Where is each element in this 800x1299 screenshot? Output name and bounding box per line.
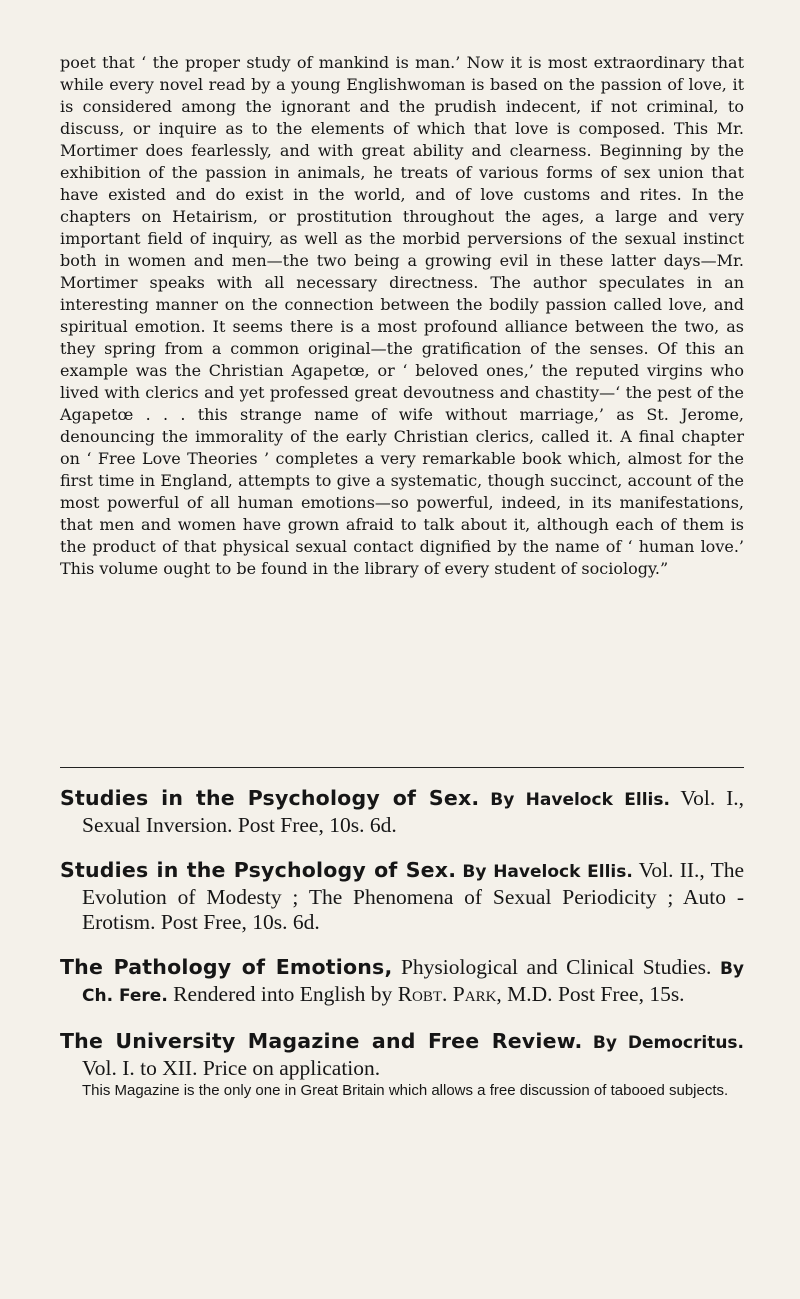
- ad-details: Physiological and Clinical Studies.: [400, 955, 712, 979]
- advertisement-list: [60, 786, 744, 1119]
- advertisement-item: [60, 858, 744, 935]
- ad-author: By Havelock Ellis.: [462, 862, 633, 882]
- advertisement-item: [60, 955, 744, 1009]
- ad-title: Studies in the Psychology of Sex.: [60, 858, 457, 882]
- ad-details: Rendered into English by: [173, 982, 393, 1006]
- ad-title: The Pathology of Emotions,: [60, 955, 393, 979]
- ad-author: By Ch. Fere.: [82, 959, 744, 1006]
- advertisement-item: [60, 786, 744, 838]
- ad-translator: Robt. Park, M.D.: [397, 982, 553, 1006]
- ad-author: By Havelock Ellis.: [490, 790, 670, 810]
- ad-details: Vol. II., The Evolution of Modesty ; The Phenomena of Sexual Periodicity ; Auto - Erotism. Post Free, 10s. 6d.: [82, 858, 745, 934]
- advertisement-item: [60, 1029, 744, 1099]
- ad-title: The University Magazine and Free Review.: [60, 1029, 583, 1053]
- ad-details: Vol. I., Sexual Inversion. Post Free, 10s. 6d.: [82, 786, 745, 837]
- ad-title: Studies in the Psychology of Sex.: [60, 786, 480, 810]
- ad-author: By Democritus.: [592, 1033, 745, 1053]
- ad-note: This Magazine is the only one in Great Britain which allows a free discussion of tabooed subjects.: [82, 1082, 729, 1099]
- review-paragraph: poet that ‘ the proper study of mankind is man.’ Now it is most extraordinary that while every novel read by a young Englishwoman is based on the passion of love, it is considered among the ignorant and the prudish indecent, if not criminal, to discuss, or inquire as to the elements of which that love is composed. This Mr. Mortimer does fearlessly, and with great ability and clearness. Beginning by the exhibition of the passion in animals, he treats of various forms of sex union that have existed and do exist in the world, and of love customs and rites. In the chapters on Hetairism, or prostitution throughout the ages, a large and very important field of inquiry, as well as the morbid perversions of the sexual instinct both in women and men—the two being a growing evil in these latter days—Mr. Mortimer speaks with all necessary directness. The author speculates in an interesting manner on the connection between the bodily passion called love, and spiritual emotion. It seems there is a most profound alliance between the two, as they spring from a common original—the gratification of the senses. Of this an example was the Christian Agapetœ, or ‘ beloved ones,’ the reputed virgins who lived with clerics and yet professed great devoutness and chastity—‘ the pest of the Agapetœ . . . this strange name of wife without marriage,’ as St. Jerome, denouncing the immorality of the early Christian clerics, called it. A final chapter on ‘ Free Love Theories ’ completes a very remarkable book which, almost for the first time in England, attempts to give a systematic, though succinct, account of the most powerful of all human emotions—so powerful, indeed, in its manifestations, that men and women have grown afraid to talk about it, although each of them is the product of that physical sexual contact dignified by the name of ‘ human love.’ This volume ought to be found in the library of every student of sociology.”: [60, 53, 744, 578]
- ad-details: Vol. I. to XII. Price on application.: [82, 1056, 381, 1080]
- ad-price: Post Free, 15s.: [557, 982, 685, 1006]
- section-divider: [60, 767, 744, 768]
